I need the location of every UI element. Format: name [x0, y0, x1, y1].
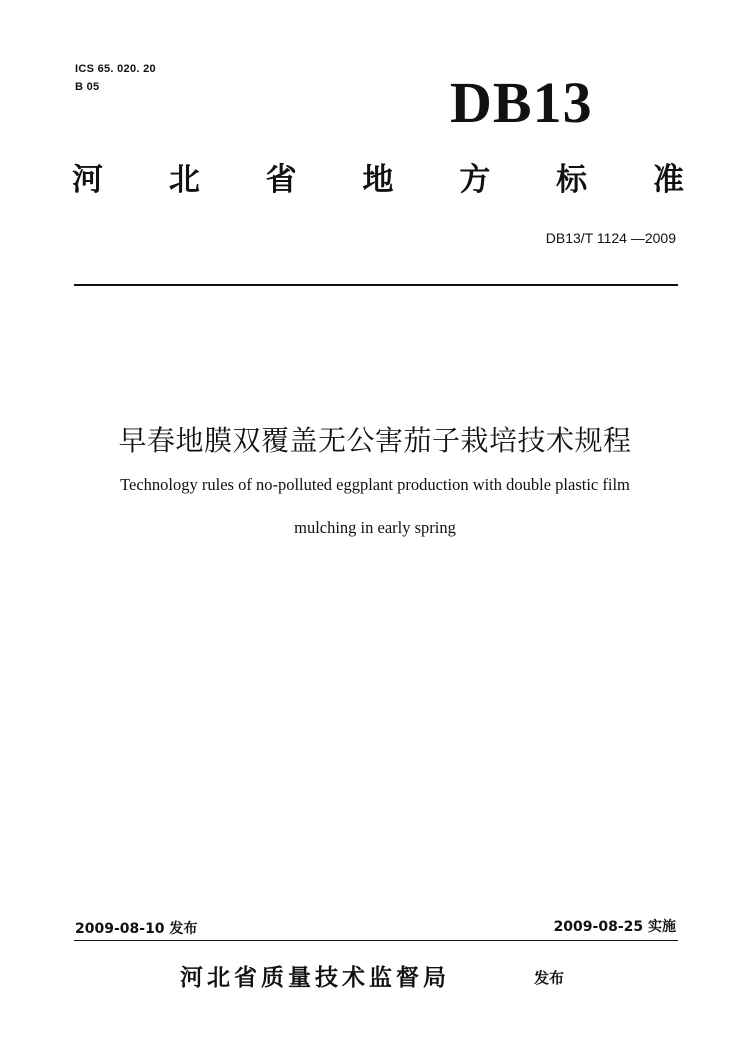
standard-type-char: 标 [556, 162, 588, 198]
top-divider [74, 284, 678, 286]
bottom-divider [74, 940, 678, 941]
ccs-code: B 05 [75, 81, 100, 93]
db-logo: DB13 [450, 70, 593, 135]
ics-code: ICS 65. 020. 20 [75, 63, 156, 75]
issuing-authority-suffix: 发布 [534, 969, 565, 987]
issue-date: 2009-08-10 发布 [75, 921, 198, 937]
standard-type-char: 地 [362, 162, 394, 198]
document-title-en-line2: mulching in early spring [294, 518, 456, 537]
issuing-authority: 河北省质量技术监督局 [180, 965, 450, 991]
standard-type-title [72, 158, 684, 202]
document-title-cn: 早春地膜双覆盖无公害茄子栽培技术规程 [118, 424, 632, 457]
standard-number: DB13/T 1124 —2009 [545, 230, 676, 246]
standard-type-char: 北 [168, 162, 200, 198]
classification-codes [75, 60, 156, 96]
standard-type-char: 省 [265, 162, 297, 198]
standard-type-char: 准 [652, 162, 684, 198]
implement-date: 2009-08-25 实施 [553, 919, 676, 935]
document-title-en-line1: Technology rules of no-polluted eggplant production with double plastic film [120, 475, 630, 494]
standard-type-char: 河 [72, 162, 103, 198]
standard-type-char: 方 [459, 162, 491, 198]
